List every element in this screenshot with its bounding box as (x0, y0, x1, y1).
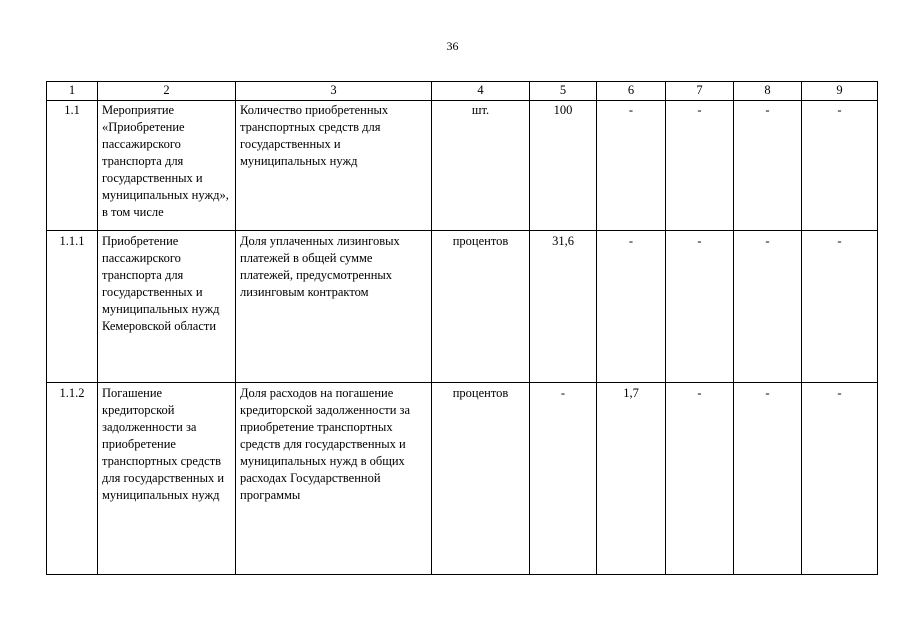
indicators-table (46, 81, 878, 575)
row-code: 1.1 (47, 101, 98, 231)
row-value-6: 1,7 (597, 383, 666, 575)
row-unit: процентов (432, 383, 530, 575)
row-value-5: 31,6 (530, 231, 597, 383)
row-value-9: - (802, 231, 878, 383)
row-value-8: - (734, 231, 802, 383)
column-header: 9 (802, 82, 878, 101)
page-number: 36 (446, 39, 459, 53)
row-activity: Мероприятие «Приобретение пассажирского транспорта для государственных и муниципальных нужд», в том числе (98, 101, 236, 231)
column-header: 2 (98, 82, 236, 101)
row-value-5: 100 (530, 101, 597, 231)
row-value-9: - (802, 101, 878, 231)
row-indicator: Количество приобретенных транспортных средств для государственных и муниципальных нужд (236, 101, 432, 231)
row-value-7: - (666, 101, 734, 231)
row-value-8: - (734, 383, 802, 575)
column-header: 4 (432, 82, 530, 101)
row-unit: шт. (432, 101, 530, 231)
column-header: 6 (597, 82, 666, 101)
column-header: 7 (666, 82, 734, 101)
column-header: 5 (530, 82, 597, 101)
column-header: 3 (236, 82, 432, 101)
row-activity: Приобретение пассажирского транспорта для государственных и муниципальных нужд Кемеровской области (98, 231, 236, 383)
row-value-7: - (666, 383, 734, 575)
row-value-6: - (597, 231, 666, 383)
row-activity: Погашение кредиторской задолженности за приобретение транспортных средств для государственных и муниципальных нужд (98, 383, 236, 575)
table-row (47, 101, 878, 231)
row-code: 1.1.2 (47, 383, 98, 575)
column-header: 8 (734, 82, 802, 101)
header-row (47, 82, 878, 101)
row-code: 1.1.1 (47, 231, 98, 383)
row-value-8: - (734, 101, 802, 231)
row-value-9: - (802, 383, 878, 575)
row-indicator: Доля расходов на погашение кредиторской задолженности за приобретение транспортных средств для государственных и муниципальных нужд в общих расходах Государственной программы (236, 383, 432, 575)
row-value-7: - (666, 231, 734, 383)
row-unit: процентов (432, 231, 530, 383)
table-row (47, 231, 878, 383)
table-row (47, 383, 878, 575)
row-value-6: - (597, 101, 666, 231)
column-header: 1 (47, 82, 98, 101)
row-value-5: - (530, 383, 597, 575)
row-indicator: Доля уплаченных лизинговых платежей в общей сумме платежей, предусмотренных лизинговым контрактом (236, 231, 432, 383)
